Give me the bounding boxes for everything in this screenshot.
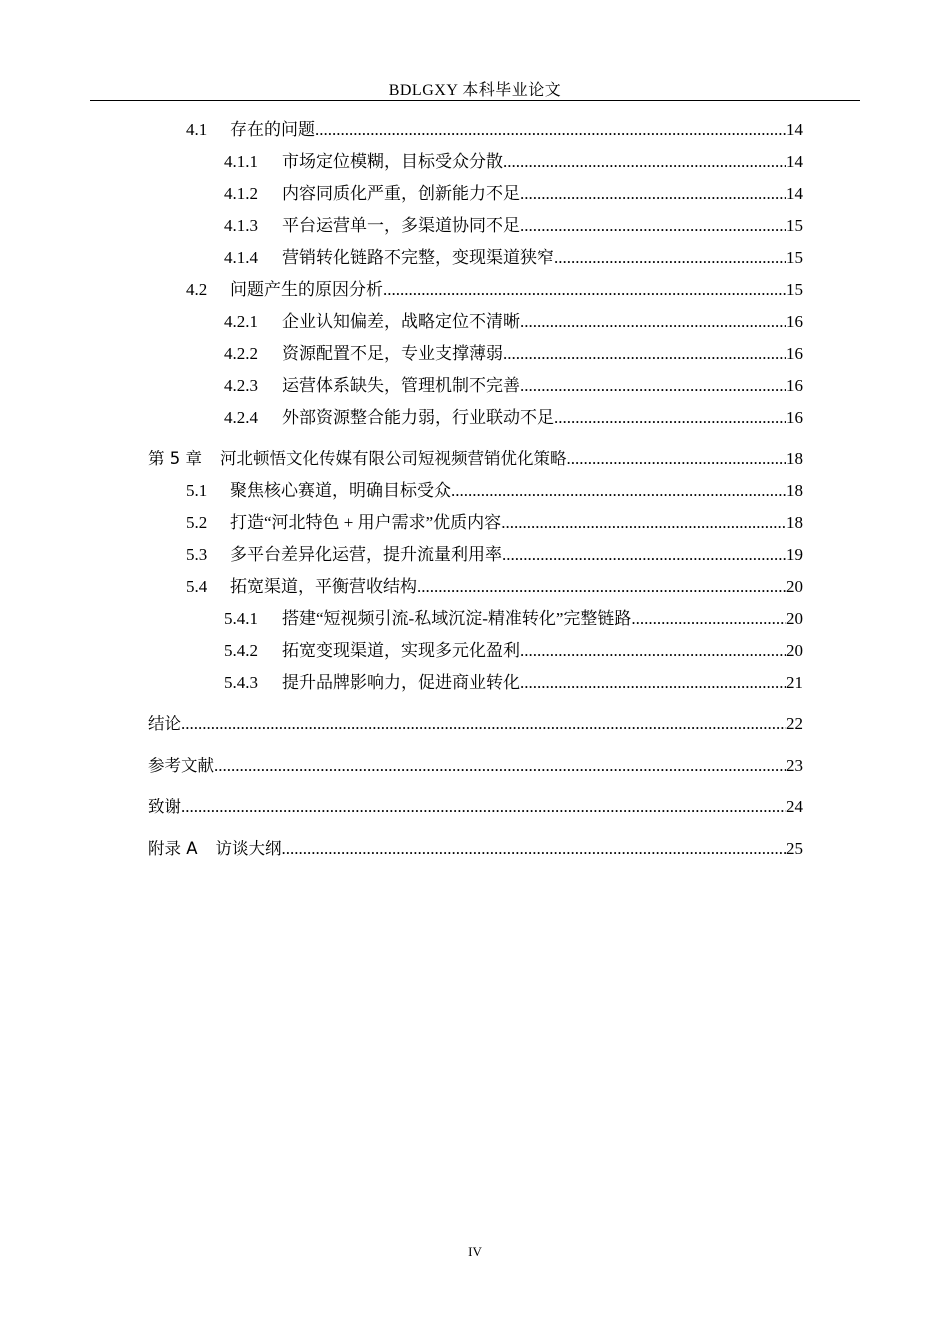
toc-entry-number: 5.1 <box>186 481 208 500</box>
toc-entry-number: 4.2.1 <box>224 312 258 331</box>
toc-dot-leader <box>282 837 786 861</box>
toc-entry[interactable] <box>148 837 803 861</box>
toc-dot-leader <box>181 795 786 819</box>
toc-entry-number: 4.1.4 <box>224 248 258 267</box>
toc-dot-leader <box>451 479 786 503</box>
toc-entry-page: 15 <box>786 216 803 235</box>
toc-entry-label: 打造“河北特色 + 用户需求”优质内容 <box>230 513 502 532</box>
toc-entry-number: 4.2.3 <box>224 376 258 395</box>
toc-entry-label: 拓宽渠道，平衡营收结构 <box>230 577 417 596</box>
toc-entry-label: 搭建“短视频引流-私域沉淀-精准转化”完整链路 <box>282 609 632 628</box>
toc-entry-page: 14 <box>786 184 803 203</box>
toc-entry-page: 20 <box>786 577 803 596</box>
toc-dot-leader <box>520 214 786 238</box>
toc-entry-label: 企业认知偏差，战略定位不清晰 <box>282 312 520 331</box>
toc-entry-label: 内容同质化严重，创新能力不足 <box>282 184 520 203</box>
toc-entry-page: 18 <box>786 481 803 500</box>
toc-entry[interactable] <box>224 671 803 695</box>
toc-entry-page: 25 <box>786 839 803 858</box>
toc-entry-number: 4.2.2 <box>224 344 258 363</box>
toc-entry-number: 第 5 章 <box>148 449 202 468</box>
toc-entry-number: 4.1.2 <box>224 184 258 203</box>
toc-entry[interactable] <box>186 479 803 503</box>
toc-entry-label: 外部资源整合能力弱，行业联动不足 <box>282 408 554 427</box>
toc-entry-page: 18 <box>786 513 803 532</box>
toc-entry[interactable] <box>224 150 803 174</box>
toc-entry-label: 问题产生的原因分析 <box>230 280 383 299</box>
toc-entry-label: 多平台差异化运营，提升流量利用率 <box>230 545 502 564</box>
toc-dot-leader <box>631 607 786 631</box>
toc-entry-label: 参考文献 <box>148 756 214 775</box>
toc-entry[interactable] <box>148 754 803 778</box>
toc-entry-page: 15 <box>786 280 803 299</box>
toc-entry-label: 存在的问题 <box>230 120 315 139</box>
toc-entry-label: 平台运营单一，多渠道协同不足 <box>282 216 520 235</box>
toc-dot-leader <box>503 150 786 174</box>
toc-dot-leader <box>520 182 786 206</box>
running-header-title: BDLGXY 本科毕业论文 <box>388 82 562 99</box>
toc-entry[interactable] <box>224 406 803 430</box>
toc-entry-number: 5.4.3 <box>224 673 258 692</box>
toc-entry-page: 24 <box>786 797 803 816</box>
toc-entry-page: 14 <box>786 152 803 171</box>
toc-entry-label: 聚焦核心赛道，明确目标受众 <box>230 481 451 500</box>
toc-entry-number: 附录 A <box>148 839 198 858</box>
toc-entry[interactable] <box>224 310 803 334</box>
toc-entry[interactable] <box>148 795 803 819</box>
toc-entry-page: 21 <box>786 673 803 692</box>
toc-entry-label: 结论 <box>148 714 181 733</box>
toc-entry-label: 运营体系缺失，管理机制不完善 <box>282 376 520 395</box>
toc-entry-page: 20 <box>786 641 803 660</box>
toc-entry-number: 5.2 <box>186 513 208 532</box>
toc-entry-label: 致谢 <box>148 797 181 816</box>
toc-dot-leader <box>520 639 786 663</box>
toc-dot-leader <box>502 543 786 567</box>
toc-entry[interactable] <box>186 543 803 567</box>
toc-dot-leader <box>417 575 786 599</box>
toc-entry[interactable] <box>224 246 803 270</box>
toc-entry-page: 19 <box>786 545 803 564</box>
toc-entry-label: 资源配置不足，专业支撑薄弱 <box>282 344 503 363</box>
toc-dot-leader <box>554 246 786 270</box>
toc-entry-page: 22 <box>786 714 803 733</box>
toc-entry[interactable] <box>224 214 803 238</box>
toc-entry[interactable] <box>224 374 803 398</box>
toc-entry-number: 4.1.3 <box>224 216 258 235</box>
toc-entry-number: 4.1 <box>186 120 208 139</box>
toc-dot-leader <box>554 406 786 430</box>
toc-entry-number: 5.4.2 <box>224 641 258 660</box>
toc-entry[interactable] <box>186 278 803 302</box>
toc-entry-number: 5.4.1 <box>224 609 258 628</box>
toc-entry-number: 4.2 <box>186 280 208 299</box>
toc-entry-page: 16 <box>786 344 803 363</box>
toc-dot-leader <box>503 342 786 366</box>
toc-entry-label: 市场定位模糊，目标受众分散 <box>282 152 503 171</box>
toc-entry-page: 18 <box>786 449 803 468</box>
toc-entry-label: 拓宽变现渠道，实现多元化盈利 <box>282 641 520 660</box>
toc-entry[interactable] <box>186 575 803 599</box>
toc-dot-leader <box>315 118 786 142</box>
toc-entry-page: 14 <box>786 120 803 139</box>
toc-entry[interactable] <box>148 712 803 736</box>
toc-entry-page: 20 <box>786 609 803 628</box>
toc-entry-page: 15 <box>786 248 803 267</box>
page-number: IV <box>468 1244 482 1259</box>
toc-dot-leader <box>520 374 786 398</box>
toc-dot-leader <box>214 754 786 778</box>
toc-entry[interactable] <box>224 342 803 366</box>
toc-dot-leader <box>383 278 786 302</box>
toc-entry-label: 提升品牌影响力，促进商业转化 <box>282 673 520 692</box>
toc-dot-leader <box>501 511 786 535</box>
toc-entry-number: 5.4 <box>186 577 208 596</box>
toc-entry-page: 16 <box>786 376 803 395</box>
toc-entry-label: 营销转化链路不完整，变现渠道狭窄 <box>282 248 554 267</box>
toc-entry-page: 23 <box>786 756 803 775</box>
toc-entry[interactable] <box>224 182 803 206</box>
toc-entry-number: 4.2.4 <box>224 408 258 427</box>
toc-entry[interactable] <box>224 639 803 663</box>
toc-dot-leader <box>520 671 786 695</box>
toc-dot-leader <box>181 712 786 736</box>
toc-entry-label: 河北顿悟文化传媒有限公司短视频营销优化策略 <box>220 449 567 468</box>
toc-dot-leader <box>520 310 786 334</box>
toc-entry[interactable] <box>186 511 803 535</box>
toc-entry[interactable] <box>224 607 803 631</box>
toc-entry-page: 16 <box>786 312 803 331</box>
toc-entry[interactable] <box>186 118 803 142</box>
toc-entry-number: 4.1.1 <box>224 152 258 171</box>
toc-entry-label: 访谈大纲 <box>215 839 282 858</box>
toc-dot-leader <box>567 447 787 471</box>
toc-entry-page: 16 <box>786 408 803 427</box>
toc-entry[interactable] <box>148 447 803 471</box>
toc-entry-number: 5.3 <box>186 545 208 564</box>
